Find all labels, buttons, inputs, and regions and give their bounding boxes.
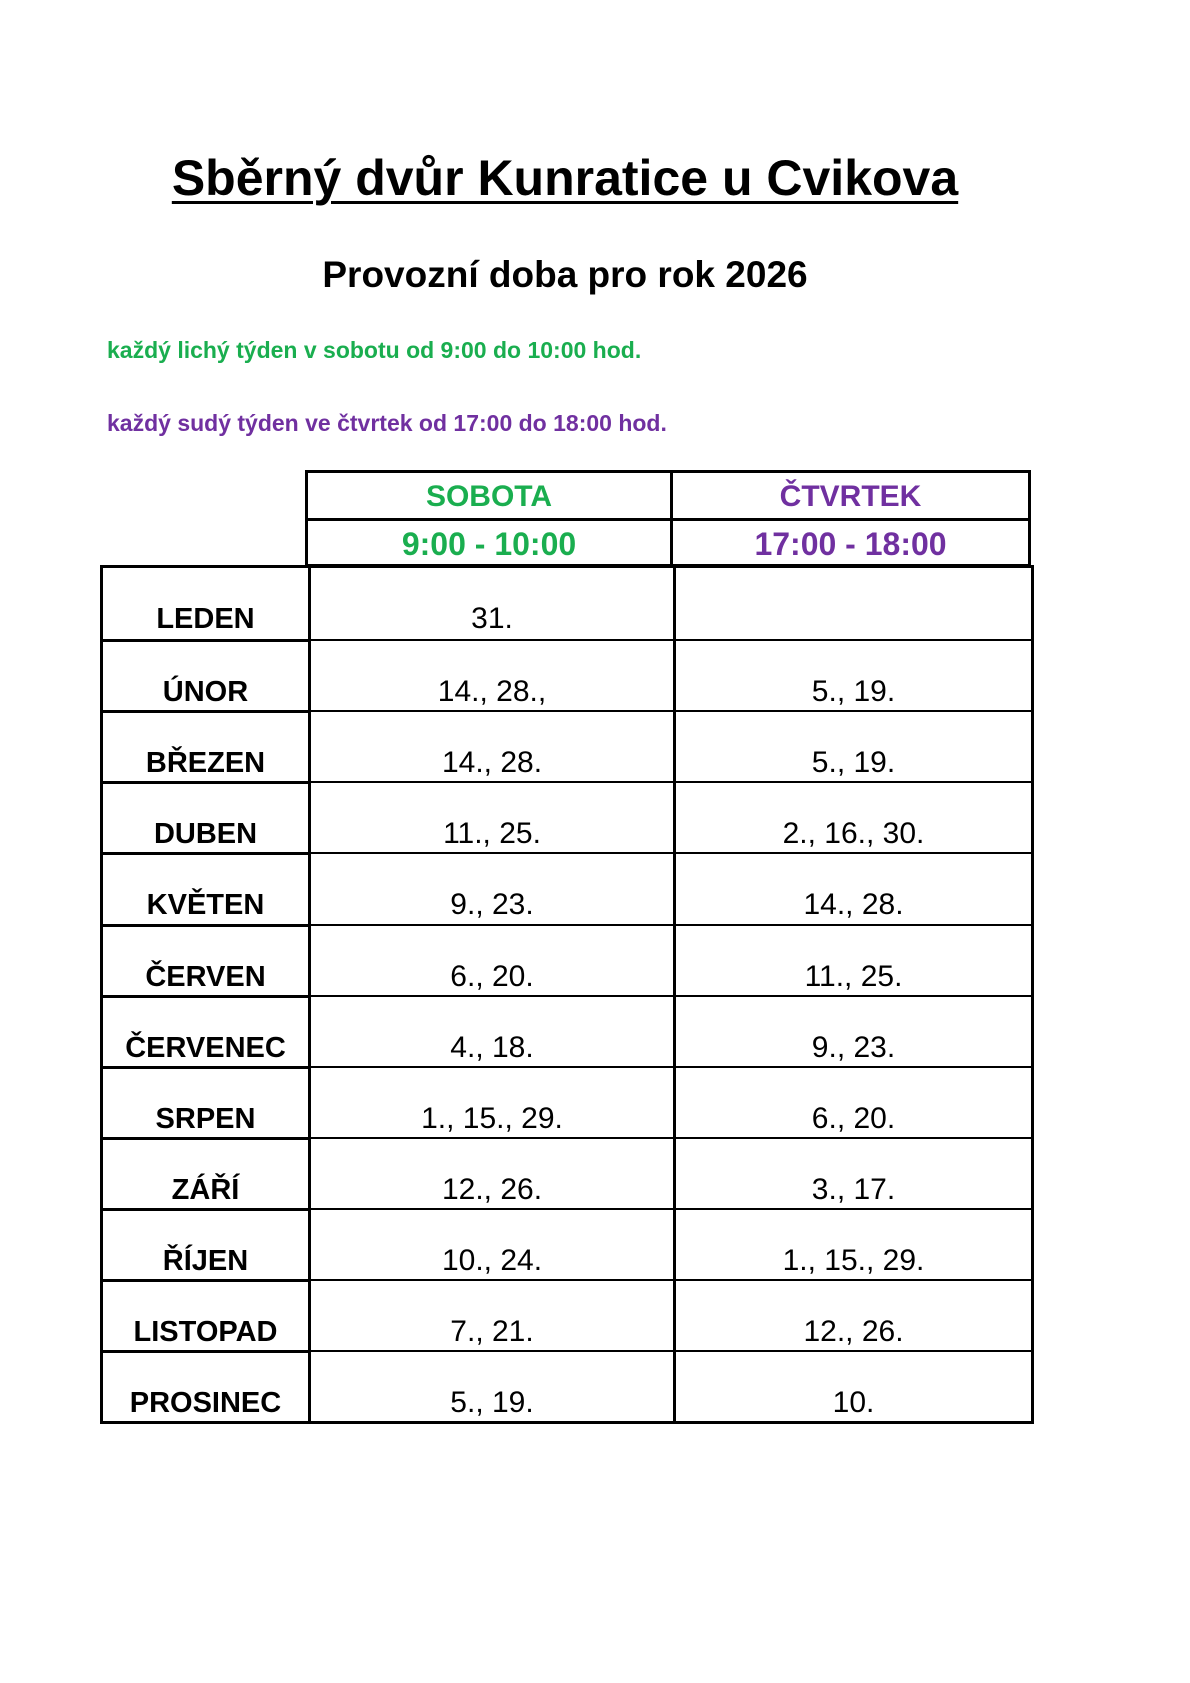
page-title: [0, 148, 1130, 208]
note-odd-week: každý lichý týden v sobotu od 9:00 do 10:00 hod.: [107, 337, 642, 363]
table-row: [103, 1279, 1031, 1352]
month-row-separator: [103, 995, 308, 998]
page-subtitle: Provozní doba pro rok 2026: [322, 254, 808, 295]
saturday-dates-cell: 9., 23.: [450, 888, 534, 922]
thursday-dates-cell: 9., 23.: [811, 1030, 896, 1064]
table-row: [103, 568, 1031, 639]
thursday-dates-cell: 12., 26.: [803, 1315, 904, 1348]
saturday-dates-cell: 14., 28.: [441, 746, 543, 780]
thursday-dates-cell: 5., 19.: [811, 675, 896, 709]
month-cell: BŘEZEN: [145, 747, 266, 780]
thursday-dates-cell: 2., 16., 30.: [782, 817, 925, 851]
month-cell: ČERVENEC: [125, 1031, 286, 1064]
table-row: [103, 852, 1031, 925]
thursday-dates-cell: 3., 17.: [811, 1172, 896, 1206]
saturday-dates-cell: 4., 18.: [450, 1030, 534, 1064]
header-saturday-day: SOBOTA: [425, 480, 553, 513]
table-header: [305, 470, 1031, 567]
header-saturday-time: 9:00 - 10:00: [401, 526, 577, 562]
month-row-separator: [103, 1137, 308, 1140]
month-row-separator: [103, 1350, 308, 1353]
thursday-dates-cell: 1., 15., 29.: [782, 1243, 925, 1277]
thursday-dates-cell: 5., 19.: [811, 746, 896, 780]
table-row: [103, 781, 1031, 854]
month-cell: KVĚTEN: [146, 889, 265, 922]
month-row-separator: [103, 1279, 308, 1282]
month-cell: LISTOPAD: [133, 1316, 278, 1348]
saturday-dates-cell: 1., 15., 29.: [421, 1101, 563, 1135]
month-row-separator: [103, 639, 308, 642]
month-cell: LEDEN: [156, 603, 255, 635]
month-row-separator: [103, 710, 308, 713]
table-row: [103, 639, 1031, 712]
thursday-dates-cell: [676, 599, 1031, 639]
month-cell: DUBEN: [153, 818, 258, 851]
thursday-dates-cell: 11., 25.: [804, 959, 903, 993]
table-row: [103, 995, 1031, 1068]
thursday-dates-cell: 14., 28.: [803, 888, 904, 922]
month-row-separator: [103, 852, 308, 855]
month-cell: PROSINEC: [129, 1387, 282, 1420]
table-row: [103, 710, 1031, 783]
month-row-separator: [103, 1066, 308, 1069]
month-row-separator: [103, 924, 308, 927]
saturday-dates-cell: 12., 26.: [441, 1172, 543, 1206]
thursday-dates-cell: 6., 20.: [811, 1101, 896, 1135]
table-row: [103, 924, 1031, 997]
saturday-dates-cell: 10., 24.: [441, 1243, 543, 1277]
saturday-dates-cell: 11., 25.: [443, 817, 541, 851]
header-thursday-day: ČTVRTEK: [779, 480, 922, 513]
month-cell: SRPEN: [155, 1102, 256, 1135]
header-thursday-time: 17:00 - 18:00: [754, 526, 947, 562]
table-row: [103, 1208, 1031, 1281]
schedule-table: [100, 565, 1034, 1424]
saturday-dates-cell: 7., 21.: [450, 1315, 534, 1348]
month-cell: ZÁŘÍ: [171, 1173, 240, 1206]
thursday-dates-cell: 10.: [832, 1386, 875, 1420]
saturday-dates-cell: 5., 19.: [450, 1386, 534, 1420]
table-row: [103, 1137, 1031, 1210]
saturday-dates-cell: 31.: [471, 602, 513, 635]
page-title-text: Sběrný dvůr Kunratice u Cvikova: [171, 150, 959, 206]
month-cell: ŘÍJEN: [162, 1244, 249, 1277]
saturday-dates-cell: 14., 28.,: [437, 675, 547, 709]
month-row-separator: [103, 781, 308, 784]
note-even-week: každý sudý týden ve čtvrtek od 17:00 do 18:00 hod.: [107, 410, 667, 436]
table-row: [103, 1066, 1031, 1139]
table-row: [103, 1350, 1031, 1423]
month-row-separator: [103, 1208, 308, 1211]
saturday-dates-cell: 6., 20.: [450, 959, 534, 993]
month-cell: ČERVEN: [145, 960, 266, 993]
month-cell: ÚNOR: [162, 676, 249, 709]
